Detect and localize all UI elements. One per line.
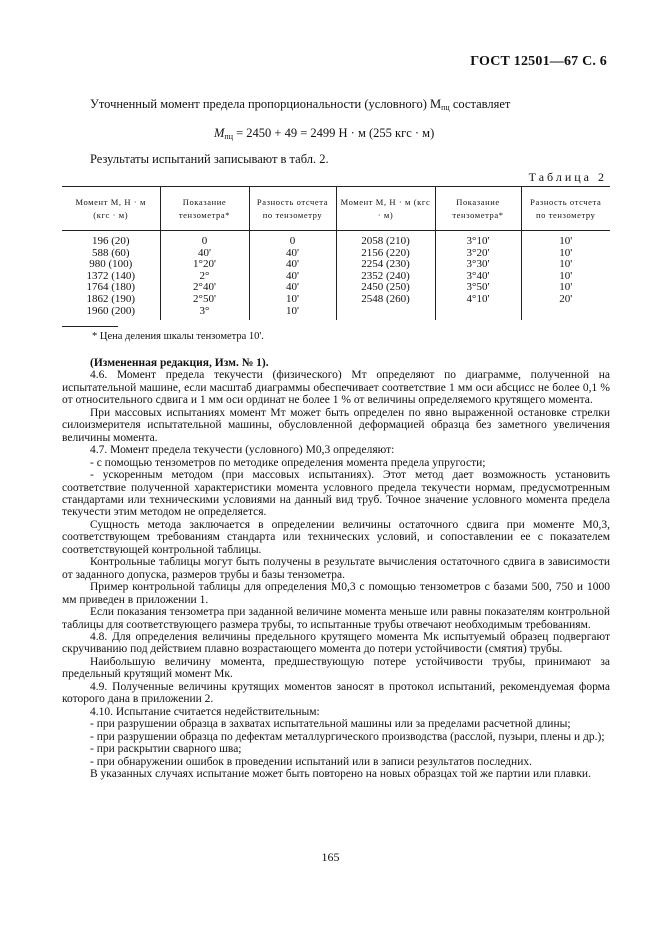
table-cell: 10' bbox=[249, 294, 336, 306]
formula bbox=[214, 126, 434, 141]
intro-subscript: пц bbox=[441, 103, 450, 112]
table-cell: 196 (20) bbox=[91, 235, 130, 247]
table-cell: 3°20' bbox=[435, 248, 521, 260]
formula-lhs: М bbox=[214, 126, 225, 140]
table-cell: 3°30' bbox=[435, 259, 521, 271]
paragraph: - при разрушении образца по дефектам металлургического производства (расслой, пузыри, плены и др.); bbox=[90, 730, 605, 743]
table-cell: 3° bbox=[160, 306, 249, 321]
table-cell: 0 bbox=[249, 231, 336, 248]
table-cell: 3°10' bbox=[435, 231, 521, 248]
table-cell: 2156 (220) bbox=[336, 248, 435, 260]
table-row bbox=[62, 259, 610, 271]
intro-paragraph-2: Результаты испытаний записывают в табл. 2. bbox=[90, 152, 329, 166]
column-header: Показание тензометра* bbox=[435, 187, 521, 231]
paragraph: 4.6. Момент предела текучести (физического) Мт определяют по диаграмме, полученной на испытательной машине, если масштаб диаграммы обеспечивает соответствие 1 мм оси абсцисс не более 0,1 % от относительного сдвига и 1 мм оси ординат не более 1 % от величины определяемого крутящего момента. bbox=[62, 369, 610, 407]
paragraph: 4.10. Испытание считается недействительным: bbox=[90, 705, 320, 718]
table-cell: 3°40' bbox=[435, 271, 521, 283]
table-cell: 0 bbox=[160, 231, 249, 248]
page-number: 165 bbox=[321, 850, 340, 864]
formula-rhs: = 2450 + 49 = 2499 Н · м (255 кгс · м) bbox=[236, 126, 435, 140]
table-row bbox=[62, 294, 610, 306]
table-cell: 10' bbox=[249, 306, 336, 321]
intro-paragraph bbox=[90, 97, 607, 112]
table-cell: 2°50' bbox=[160, 294, 249, 306]
table-cell: 2450 (250) bbox=[336, 282, 435, 294]
paragraph: - при разрушении образца в захватах испытательной машины или за пределами расчетной длины; bbox=[90, 718, 571, 731]
column-header: Разность отсчета по тензометру bbox=[521, 187, 610, 231]
table-footnote: * Цена деления шкалы тензометра 10'. bbox=[92, 331, 264, 342]
column-header: Разность отсчета по тензометру bbox=[249, 187, 336, 231]
table-row bbox=[62, 306, 610, 321]
table-row bbox=[62, 248, 610, 260]
table-cell bbox=[336, 306, 435, 321]
page-header: ГОСТ 12501—67 С. 6 bbox=[470, 54, 607, 69]
table-cell: 40' bbox=[249, 282, 336, 294]
table-row bbox=[62, 231, 610, 248]
formula-lhs-subscript: пц bbox=[224, 132, 233, 141]
table-header-row bbox=[62, 187, 610, 231]
table-cell: 10' bbox=[521, 282, 610, 294]
table-cell: 10' bbox=[521, 231, 610, 248]
table-cell: 588 (60) bbox=[91, 246, 130, 259]
table-cell: 40' bbox=[249, 271, 336, 283]
paragraph: 4.8. Для определения величины предельного крутящего момента Мк испытуемый образец подвергают скручиванию под действием плавно возрастающего момента до потери устойчивости (смятия) трубы. bbox=[62, 630, 610, 656]
table-cell: 40' bbox=[249, 259, 336, 271]
table-cell: 980 (100) bbox=[89, 258, 133, 271]
body-text bbox=[62, 357, 610, 780]
paragraph: - ускоренным методом (при массовых испытаниях). Этот метод дает возможность установить соответствие полученной характеристики момента условного предела текучести нормам, предусмотренным стандартами или техническими условиями на данный вид труб. Точное значение условного момента предела текучести этим методом не определяется. bbox=[62, 469, 610, 519]
table-caption: Таблица 2 bbox=[528, 170, 607, 184]
paragraph: При массовых испытаниях момент Мт может быть определен по явно выраженной остановке стрелки силоизмерителя испытательной машины, обусловленной деформацией образца без заметного увеличения величины момента. bbox=[62, 406, 610, 444]
table-cell: 2° bbox=[160, 271, 249, 283]
table-cell: 1960 (200) bbox=[86, 304, 136, 317]
table-cell: 10' bbox=[521, 271, 610, 283]
table-cell: 40' bbox=[160, 248, 249, 260]
table-cell: 2°40' bbox=[160, 282, 249, 294]
column-header: Момент М, Н · м (кгс · м) bbox=[336, 187, 435, 231]
table-cell: 2352 (240) bbox=[336, 271, 435, 283]
intro-text: Уточненный момент предела пропорциональности (условного) М bbox=[90, 97, 442, 111]
table-cell: 10' bbox=[521, 259, 610, 271]
paragraph: 4.7. Момент предела текучести (условного) М0,3 определяют: bbox=[90, 444, 395, 457]
table-cell: 40' bbox=[249, 248, 336, 260]
paragraph: - при раскрытии сварного шва; bbox=[90, 743, 242, 756]
paragraph: - при обнаружении ошибок в проведении испытаний или в записи результатов последних. bbox=[90, 755, 532, 768]
intro-text-end: составляет bbox=[452, 97, 511, 111]
table-cell: 1372 (140) bbox=[86, 269, 136, 282]
paragraph: Сущность метода заключается в определении величины остаточного сдвига при моменте М0,3, соответствующем требованиям стандарта или технических условий, и сопоставлении ее с показателем соответствующей контрольной таблицы. bbox=[62, 518, 610, 556]
paragraph: Пример контрольной таблицы для определения М0,3 с помощью тензометров с базами 500, 750 и 1000 мм приведен в приложении 1. bbox=[62, 581, 610, 606]
table-cell: 1°20' bbox=[160, 259, 249, 271]
table-cell bbox=[435, 306, 521, 321]
table-cell bbox=[521, 306, 610, 321]
paragraph: Если показания тензометра при заданной величине момента меньше или равны показателям контрольной таблицы для соответствующего размера трубы, то испытанные трубы отвечают необходимым требованиям. bbox=[62, 606, 610, 631]
column-header: Момент М, Н · м (кгс · м) bbox=[62, 187, 160, 231]
table-cell: 4°10' bbox=[435, 294, 521, 306]
table-cell: 3°50' bbox=[435, 282, 521, 294]
edit-note bbox=[62, 357, 610, 369]
paragraph: В указанных случаях испытание может быть повторено на новых образцах той же партии или плавки. bbox=[90, 767, 591, 780]
paragraph: - с помощью тензометров по методике определения момента предела упругости; bbox=[90, 456, 486, 469]
paragraph: Наибольшую величину момента, предшествующую потере устойчивости трубы, принимают за предельный крутящий момент Мк. bbox=[62, 655, 610, 681]
table-cell: 2548 (260) bbox=[336, 294, 435, 306]
paragraph: 4.9. Полученные величины крутящих моментов заносят в протокол испытаний, рекомендуемая форма которого дана в приложении 2. bbox=[62, 680, 610, 706]
footnote-divider bbox=[62, 326, 118, 327]
table-cell: 1862 (190) bbox=[86, 292, 136, 305]
table-cell: 2254 (230) bbox=[336, 259, 435, 271]
table-row bbox=[62, 271, 610, 283]
table-cell: 1764 (180) bbox=[86, 281, 136, 294]
table-cell: 10' bbox=[521, 248, 610, 260]
column-header: Показание тензометра* bbox=[160, 187, 249, 231]
table-cell: 20' bbox=[521, 294, 610, 306]
paragraph: Контрольные таблицы могут быть получены в результате вычисления остаточного сдвига в зависимости от заданного допуска, размеров трубы и базы тензометра. bbox=[62, 556, 610, 581]
edit-note-text: (Измененная редакция, Изм. № 1). bbox=[90, 357, 269, 369]
results-table bbox=[62, 186, 610, 320]
table-row bbox=[62, 282, 610, 294]
table-cell: 2058 (210) bbox=[336, 231, 435, 248]
